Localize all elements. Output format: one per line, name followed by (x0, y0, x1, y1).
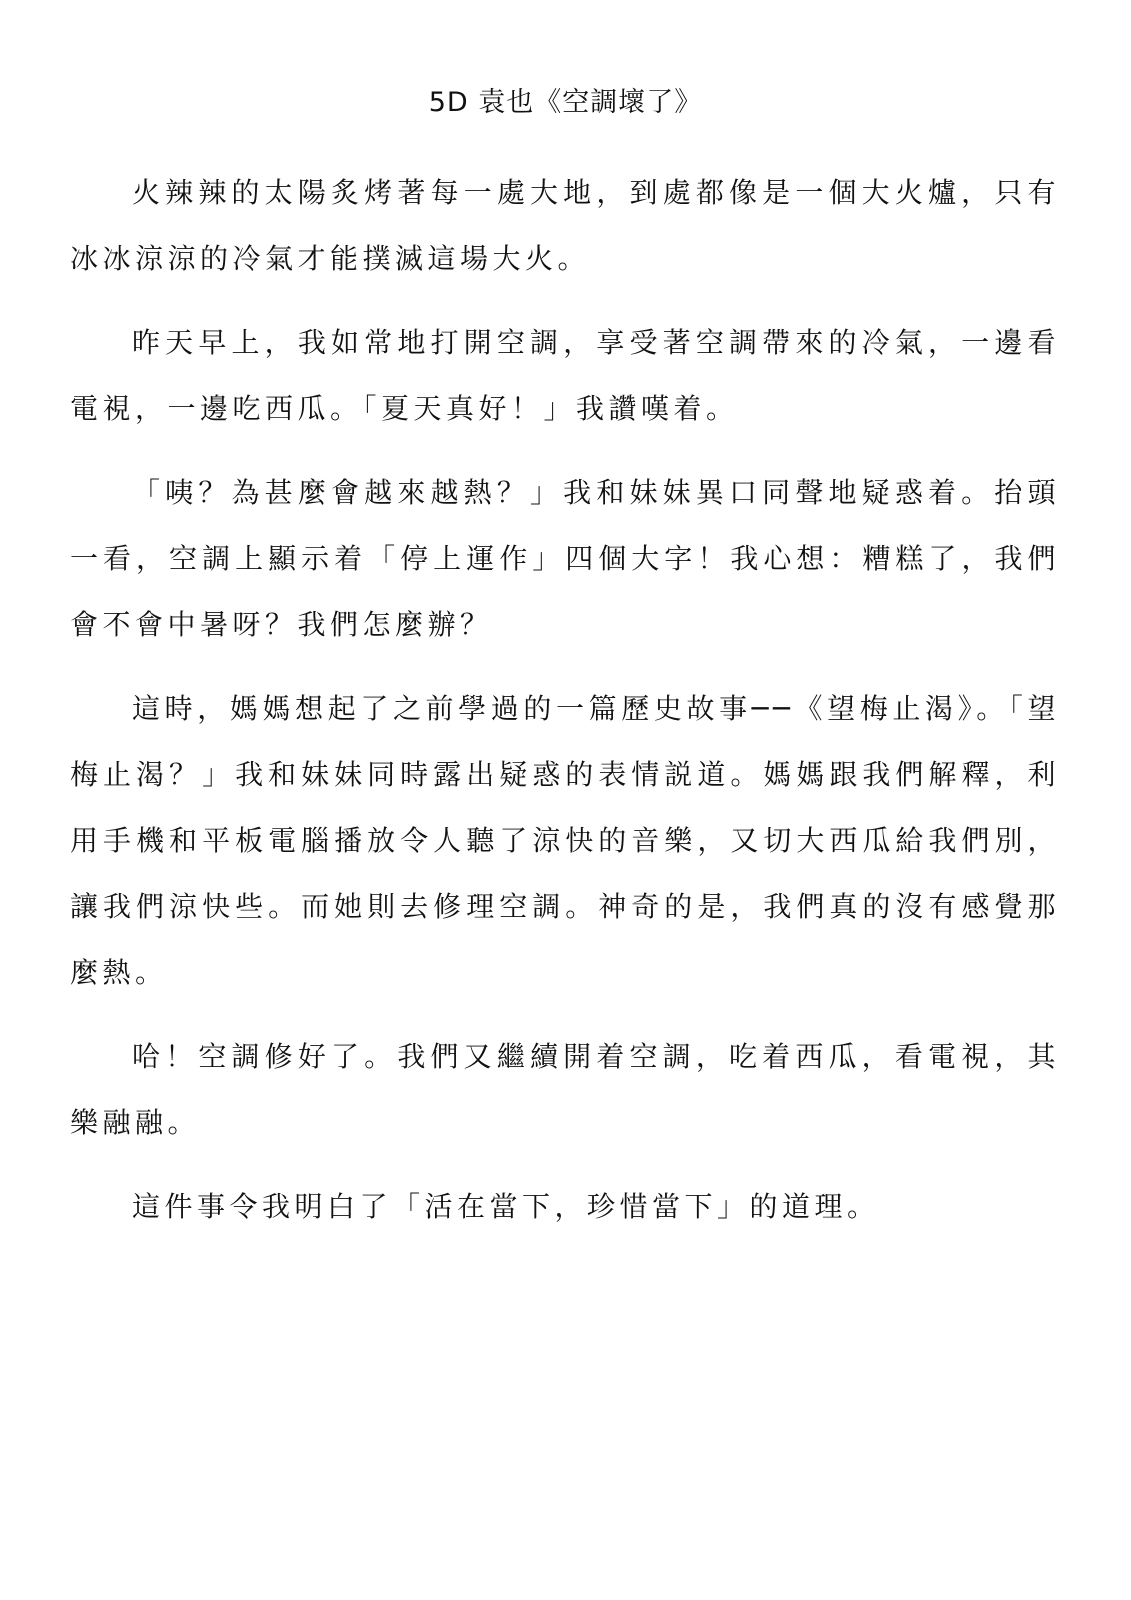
paragraph-1: 火辣辣的太陽炙烤著每一處大地，到處都像是一個大火爐，只有冰冰涼涼的冷氣才能撲滅這場大火。 (70, 176, 1060, 275)
document-body (70, 160, 1060, 1258)
paragraph-4: 這時，媽媽想起了之前學過的一篇歷史故事──《望梅止渴》。「望梅止渴？」我和妹妹同時露出疑惑的表情説道。媽媽跟我們解釋，利用手機和平板電腦播放令人聽了涼快的音樂，又切大西瓜給我們別，讓我們涼快些。而她則去修理空調。神奇的是，我們真的沒有感覺那麼熱。 (70, 692, 1060, 989)
paragraph-6: 這件事令我明白了「活在當下，珍惜當下」的道理。 (132, 1190, 880, 1223)
paragraph-3: 「咦？為甚麼會越來越熱？」我和妹妹異口同聲地疑惑着。抬頭一看，空調上顯示着「停上運作」四個大字！我心想：糟糕了，我們會不會中暑呀？我們怎麼辦？ (70, 476, 1060, 641)
document-title: 5D 袁也《空調壞了》 (428, 87, 703, 118)
paragraph-2: 昨天早上，我如常地打開空調，享受著空調帶來的冷氣，一邊看電視，一邊吃西瓜。「夏天真好！」我讚嘆着。 (70, 326, 1060, 425)
paragraph-5: 哈！空調修好了。我們又繼續開着空調，吃着西瓜，看電視，其樂融融。 (70, 1040, 1060, 1139)
